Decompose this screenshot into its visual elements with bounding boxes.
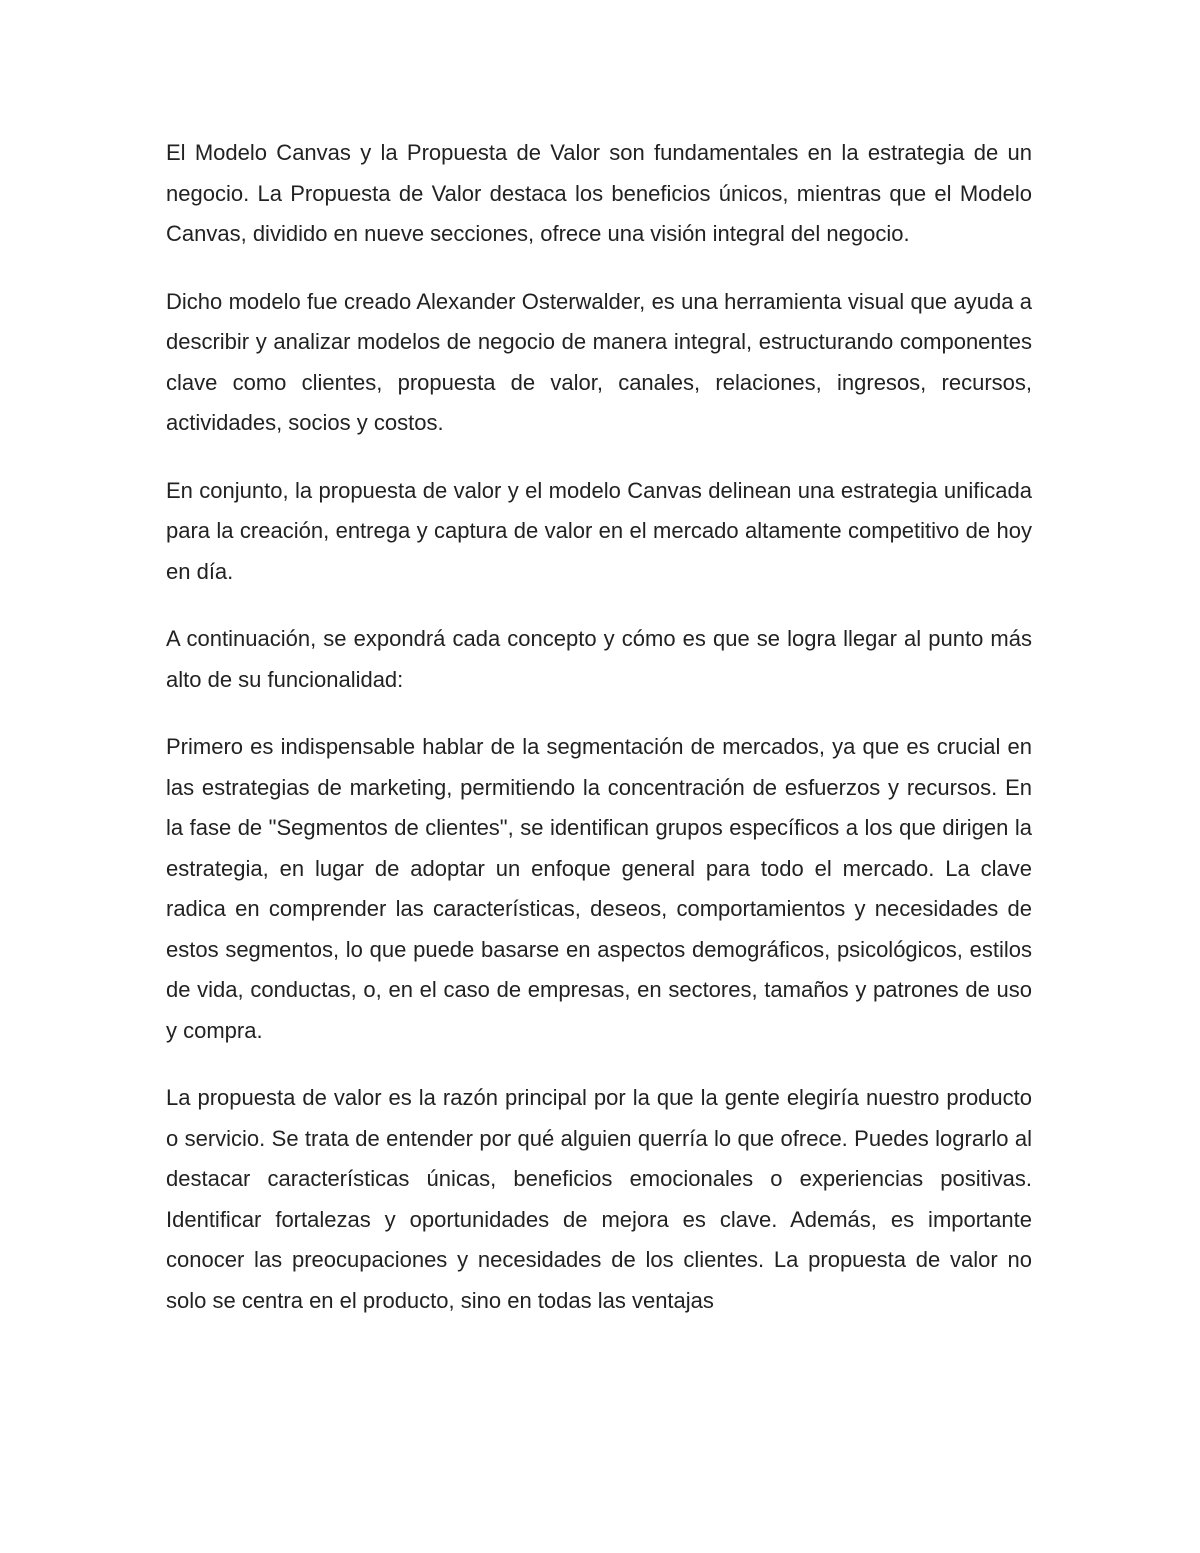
paragraph-1: El Modelo Canvas y la Propuesta de Valor son fundamentales en la estrategia de un negocio. La Propuesta de Valor destaca los beneficios únicos, mientras que el Modelo Canvas, dividido en nueve secciones, ofrece una visión integral del negocio. (166, 140, 1032, 246)
document-body (166, 133, 1032, 1348)
paragraph-2: Dicho modelo fue creado Alexander Osterwalder, es una herramienta visual que ayuda a describir y analizar modelos de negocio de manera integral, estructurando componentes clave como clientes, propuesta de valor, canales, relaciones, ingresos, recursos, actividades, socios y costos. (166, 288, 1032, 435)
paragraph-6: La propuesta de valor es la razón principal por la que la gente elegiría nuestro producto o servicio. Se trata de entender por qué alguien querría lo que ofrece. Puedes lograrlo al destacar características únicas, beneficios emocionales o experiencias positivas. Identificar fortalezas y oportunidades de mejora es clave. Además, es importante conocer las preocupaciones y necesidades de los clientes. La propuesta de valor no solo se centra en el producto, sino en todas las ventajas (166, 1085, 1032, 1313)
paragraph-3: En conjunto, la propuesta de valor y el modelo Canvas delinean una estrategia unificada para la creación, entrega y captura de valor en el mercado altamente competitivo de hoy en día. (166, 477, 1032, 584)
paragraph-5: Primero es indispensable hablar de la segmentación de mercados, ya que es crucial en las estrategias de marketing, permitiendo la concentración de esfuerzos y recursos. En la fase de "Segmentos de clientes", se identifican grupos específicos a los que dirigen la estrategia, en lugar de adoptar un enfoque general para todo el mercado. La clave radica en comprender las características, deseos, comportamientos y necesidades de estos segmentos, lo que puede basarse en aspectos demográficos, psicológicos, estilos de vida, conductas, o, en el caso de empresas, en sectores, tamaños y patrones de uso y compra. (166, 734, 1032, 1043)
paragraph-4: A continuación, se expondrá cada concepto y cómo es que se logra llegar al punto más alto de su funcionalidad: (166, 626, 1032, 692)
